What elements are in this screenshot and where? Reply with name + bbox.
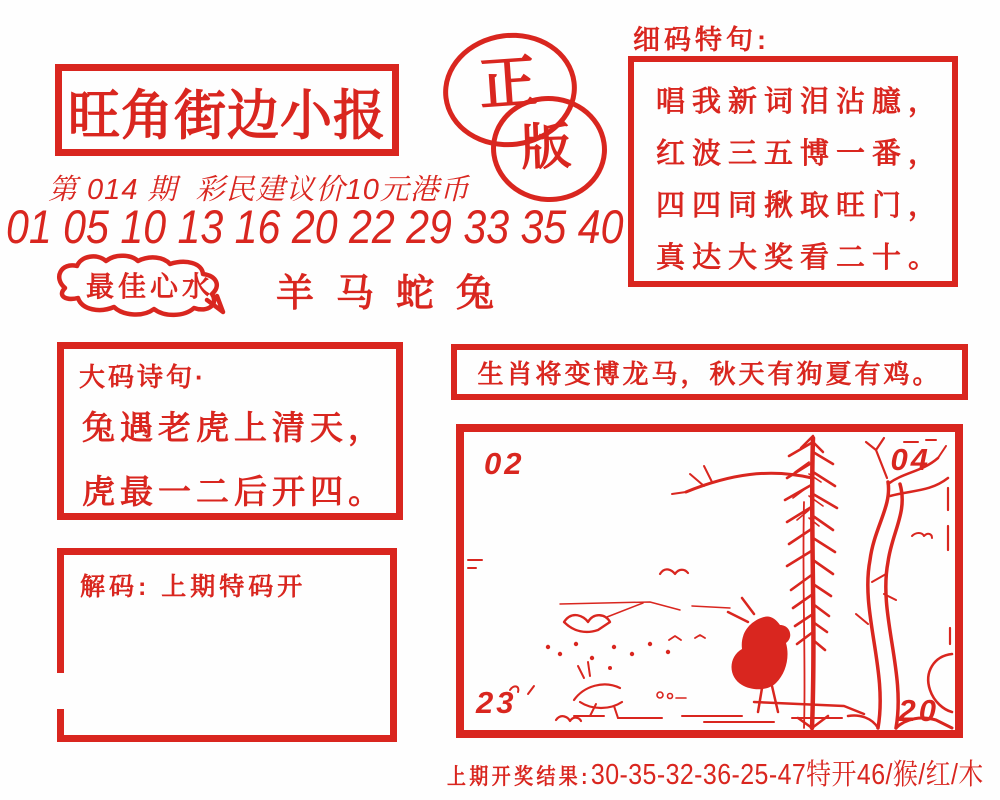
big-code-poem-header: 大码诗句·: [79, 362, 207, 392]
tree-landscape-illustration: [464, 432, 955, 730]
verse-line: 红波三五博一番，: [656, 138, 945, 170]
poem-line: 兔遇老虎上清天，: [82, 409, 386, 446]
seal-char-top: 正: [476, 49, 540, 118]
picture-panel: [456, 424, 963, 738]
last-draw-line: [447, 752, 984, 793]
big-code-poem-box: [57, 342, 403, 520]
special-verse-box: [628, 56, 958, 287]
last-draw-label: 上期开奖结果:: [447, 764, 591, 789]
corner-number-top-right: 04: [890, 442, 931, 477]
masthead-title-box: [55, 64, 399, 156]
corner-number-top-left: 02: [484, 446, 525, 481]
verse-line: 唱我新词泪沾臆，: [656, 86, 945, 118]
page-title: 旺角街边小报: [67, 85, 386, 146]
best-picks-label: 最佳心水: [85, 271, 214, 302]
special-verse-header: 细码特句:: [633, 25, 770, 55]
corner-number-bottom-right: 20: [898, 693, 939, 728]
seal-char-bottom: 版: [520, 118, 572, 176]
decode-box: [57, 548, 397, 742]
best-picks-animals: 羊马蛇兔: [276, 273, 517, 315]
poem-line: 虎最一二后开四。: [82, 473, 386, 510]
decode-text: 解码: 上期特码开: [80, 573, 307, 601]
last-draw-result: 30-35-32-36-25-47特开46/猴/红/木: [590, 759, 984, 791]
verse-line: 真达大奖看二十。: [656, 242, 945, 274]
zodiac-hint-text: 生肖将变博龙马，秋天有狗夏有鸡。: [477, 358, 942, 389]
verse-line: 四四同揪取旺门，: [656, 190, 945, 222]
issue-line: 第 014 期 彩民建议价10元港币: [48, 174, 470, 206]
zodiac-hint-box: [451, 344, 968, 400]
best-picks-bubble: [45, 252, 255, 322]
lucky-numbers-row: 01 05 10 13 16 20 22 29 33 35 40: [6, 200, 624, 253]
corner-number-bottom-left: 23: [476, 685, 517, 720]
border-gap: [57, 673, 64, 709]
